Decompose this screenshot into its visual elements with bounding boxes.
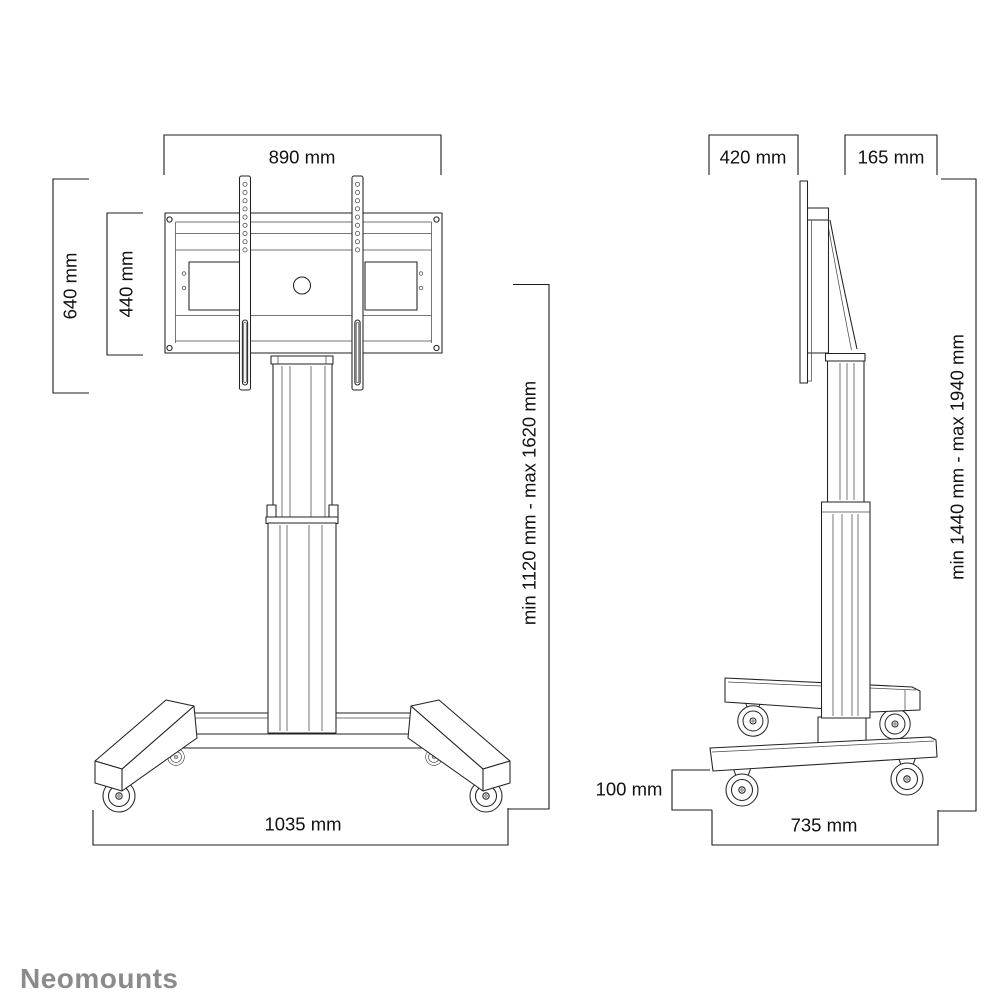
front-height-range-label: min 1120 mm - max 1620 mm (518, 380, 540, 626)
front-dim-width (164, 135, 441, 175)
side-base-depth-label: 735 mm (790, 814, 858, 836)
front-outer-height-label: 640 mm (59, 252, 81, 320)
side-dim-base-depth (712, 810, 938, 845)
side-dim-caster-height (596, 770, 712, 810)
lift-column-front (266, 356, 338, 733)
side-dim-screen-depth (709, 135, 798, 175)
mount-plate (165, 213, 442, 353)
screen-side (800, 181, 808, 383)
side-view (596, 135, 976, 845)
lift-column-side (818, 354, 870, 746)
front-width-label: 890 mm (268, 146, 336, 168)
brand-logo: Neomounts (20, 963, 179, 994)
front-dim-outer-height (53, 179, 89, 393)
front-dim-height-range (508, 285, 549, 810)
front-view (53, 135, 549, 845)
front-base-width-label: 1035 mm (264, 813, 342, 835)
vesa-strip-right (352, 176, 363, 390)
front-casters (103, 767, 502, 813)
front-dim-inner-height (107, 213, 143, 355)
front-inner-height-label: 440 mm (115, 250, 137, 318)
side-screen-depth-label: 420 mm (719, 146, 787, 168)
base-leg-right (408, 700, 510, 791)
bracket-arm (829, 220, 858, 350)
side-dim-column-depth (845, 135, 937, 175)
side-dim-height-range (938, 179, 976, 811)
front-dim-base-width (93, 808, 508, 845)
side-height-range-label: min 1440 mm - max 1940 mm (946, 334, 968, 580)
base-leg-left (95, 700, 197, 791)
side-caster-height-label: 100 mm (595, 778, 663, 800)
vesa-strip-left (240, 176, 251, 390)
side-column-depth-label: 165 mm (857, 146, 925, 168)
